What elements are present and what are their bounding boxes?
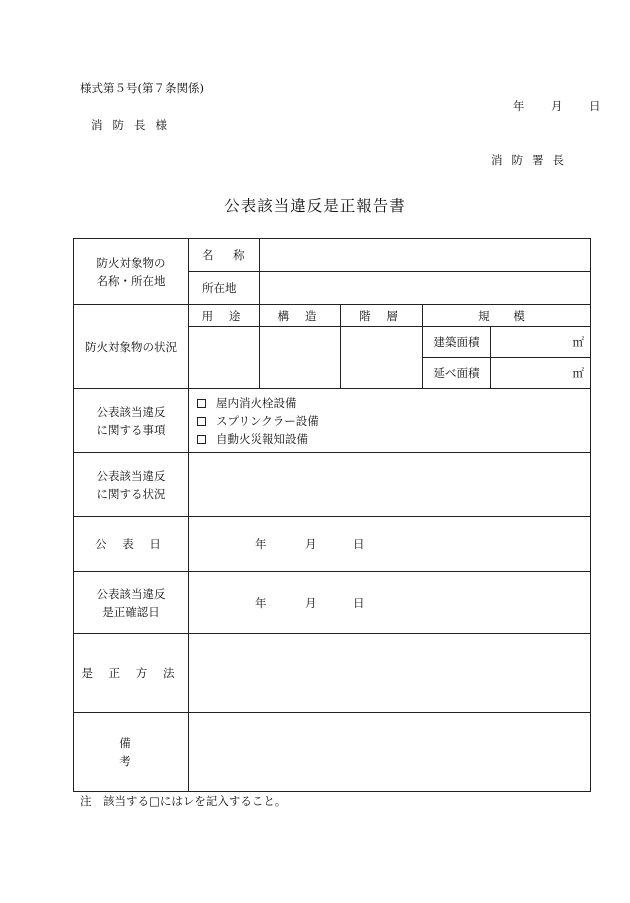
- label-line: に関する事項: [96, 422, 166, 437]
- checkbox[interactable]: [197, 399, 206, 408]
- name-label: 名 称: [189, 239, 260, 272]
- object-name-location-label: [74, 239, 189, 305]
- status-header-row: [74, 305, 591, 327]
- address-field[interactable]: [260, 272, 591, 305]
- document-title: 公表該当違反是正報告書: [224, 197, 406, 215]
- remarks-field[interactable]: [189, 713, 591, 792]
- date-month-label: 月: [551, 99, 563, 113]
- confirmation-date-label: [74, 572, 189, 634]
- label-line: 公表該当違反: [96, 468, 166, 483]
- violation-status-field[interactable]: [189, 453, 591, 517]
- name-field[interactable]: [260, 239, 591, 272]
- publication-date-row: [74, 517, 591, 572]
- label-line: 防火対象物の: [96, 255, 166, 270]
- remarks-label: 備 考: [74, 713, 189, 792]
- date-year-label: 年: [255, 537, 267, 551]
- usage-field[interactable]: [189, 327, 260, 389]
- violation-status-row: [74, 453, 591, 517]
- checklist-item-label: スプリンクラー設備: [216, 414, 319, 428]
- addressee: 消防長様: [91, 118, 177, 132]
- date-day-label: 日: [589, 99, 601, 113]
- violation-checklist: [189, 389, 591, 453]
- footnote: 注 該当する□にはレを記入すること。: [80, 794, 287, 808]
- form-number: 様式第５号(第７条関係): [80, 81, 204, 95]
- label-line: に関する状況: [96, 486, 166, 501]
- date-day-label: 日: [353, 537, 365, 551]
- label-line: 公表該当違反: [96, 404, 166, 419]
- address-label: 所在地: [189, 272, 260, 305]
- structure-header: 構 造: [260, 305, 341, 327]
- correction-method-row: [74, 634, 591, 713]
- checklist-item[interactable]: [197, 394, 590, 412]
- name-row: [74, 239, 591, 272]
- checkbox[interactable]: [197, 417, 206, 426]
- floors-header: 階 層: [341, 305, 423, 327]
- structure-field[interactable]: [260, 327, 341, 389]
- checkbox[interactable]: [197, 435, 206, 444]
- date-year-label: 年: [513, 99, 525, 113]
- building-area-label: 建築面積: [423, 327, 491, 358]
- publication-date-field[interactable]: [189, 517, 591, 572]
- violation-status-label: [74, 453, 189, 517]
- scale-header: 規 模: [423, 305, 591, 327]
- floors-field[interactable]: [341, 327, 423, 389]
- publication-date-label: 公 表 日: [74, 517, 189, 572]
- area-unit: ㎡: [572, 366, 584, 380]
- confirmation-date-row: [74, 572, 591, 634]
- date-month-label: 月: [305, 595, 317, 610]
- label-line: 名称・所在地: [96, 273, 166, 288]
- report-table: [73, 238, 591, 792]
- correction-method-field[interactable]: [189, 634, 591, 713]
- floor-area-field[interactable]: [491, 358, 591, 389]
- checklist-item[interactable]: [197, 412, 590, 430]
- submission-date: [513, 98, 601, 114]
- date-month-label: 月: [305, 537, 317, 551]
- usage-header: 用 途: [189, 305, 260, 327]
- label-line: 公表該当違反: [96, 586, 166, 601]
- sender: 消防署長: [491, 153, 573, 167]
- object-status-label: 防火対象物の状況: [74, 305, 189, 389]
- floor-area-label: 延べ面積: [423, 358, 491, 389]
- date-year-label: 年: [255, 595, 267, 610]
- violation-items-label: [74, 389, 189, 453]
- building-area-field[interactable]: [491, 327, 591, 358]
- checklist-item-label: 屋内消火栓設備: [216, 396, 297, 410]
- area-unit: ㎡: [572, 335, 584, 349]
- checklist-item[interactable]: [197, 430, 590, 448]
- date-day-label: 日: [353, 595, 365, 610]
- violation-items-row: [74, 389, 591, 453]
- correction-method-label: 是 正 方 法: [74, 634, 189, 713]
- label-line: 是正確認日: [102, 604, 160, 619]
- checklist-item-label: 自動火災報知設備: [216, 432, 308, 446]
- remarks-row: [74, 713, 591, 792]
- confirmation-date-field[interactable]: [189, 572, 591, 634]
